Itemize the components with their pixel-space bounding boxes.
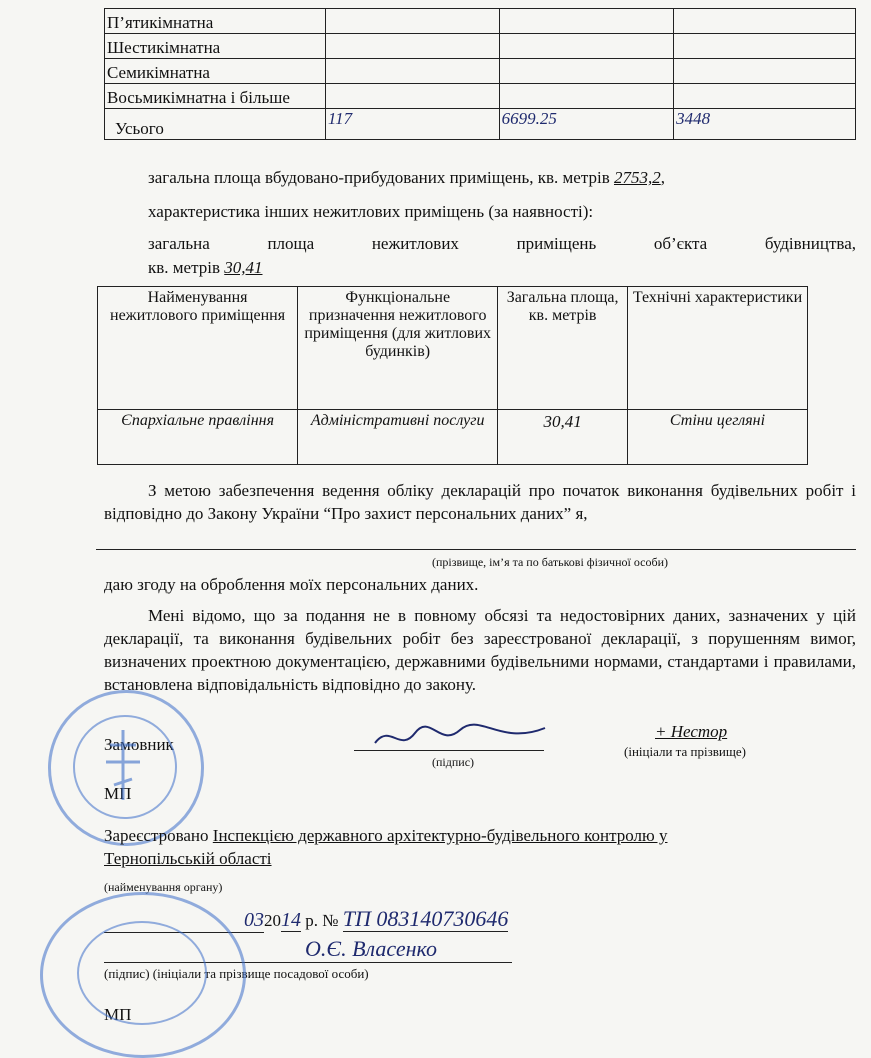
customer-label: Замовник (104, 735, 174, 754)
registration-date: 03 (104, 909, 264, 933)
cell-area: 30,41 (498, 410, 628, 465)
registration-date-line: 032014 р. № ТП 083140730646 (104, 906, 524, 933)
nonresidential-table (97, 286, 808, 465)
other-nonres-line: характеристика інших нежитлових приміщень (за наявності): (148, 202, 594, 221)
built-in-area-line: загальна площа вбудовано-прибудованих приміщень, кв. метрів 2753,2, (148, 168, 665, 187)
cell-purpose: Адміністративні послуги (298, 410, 498, 465)
registration-line2: Тернопільській області (104, 849, 272, 868)
consent-paragraph: З метою забезпечення ведення обліку декларацій про початок виконання будівельних робіт і відповідно до Закону України “Про захист персональних даних” я, (104, 481, 856, 523)
table-row (105, 84, 856, 109)
name-blank-line (96, 549, 856, 550)
nonres-area-value: 30,41 (224, 258, 263, 277)
nonres-area-line2: кв. метрів 30,41 (148, 258, 263, 277)
customer-name: + Нестор (655, 722, 728, 741)
church-stamp (48, 690, 204, 846)
organ-caption: (найменування органу) (104, 880, 223, 894)
table-row (98, 410, 808, 465)
built-in-area-value: 2753,2 (613, 168, 661, 187)
header-characteristics: Технічні характеристики (627, 287, 807, 410)
apartments-table (104, 8, 856, 140)
consent-agree: даю згоду на оброблення моїх персональних даних. (104, 575, 479, 594)
customer-name-caption: (ініціали та прізвище) (624, 744, 746, 759)
row-label: Восьмикімнатна і більше (105, 84, 326, 109)
total-label: Усього (105, 109, 326, 140)
signature-line (354, 750, 544, 751)
cell-characteristics: Стіни цегляні (627, 410, 807, 465)
registration-year: 14 (281, 909, 301, 931)
row-label: Шестикімнатна (105, 34, 326, 59)
header-purpose: Функціональне призначення нежитлового приміщення (для житлових будинків) (298, 287, 498, 410)
official-caption: (підпис) (ініціали та прізвище посадової особи) (104, 966, 369, 981)
name-caption: (прізвище, ім’я та по батькові фізичної особи) (432, 555, 668, 569)
registration-number: ТП 083140730646 (342, 906, 509, 931)
total-row (105, 109, 856, 140)
header-name: Найменування нежитлового приміщення (98, 287, 298, 410)
table-row (105, 34, 856, 59)
inspection-stamp (40, 892, 246, 1058)
row-label: Семикімнатна (105, 59, 326, 84)
cell-name: Єпархіальне правління (98, 410, 298, 465)
nonres-area-line1: загальна площа нежитлових приміщень об’єкта будівництва, (148, 234, 856, 253)
registration-seal-label: МП (104, 1005, 132, 1024)
registration-line1: Зареєстровано Інспекцією державного архітектурно-будівельного контролю у (104, 826, 668, 845)
table-row (105, 9, 856, 34)
total-living-area: 3448 (674, 109, 856, 140)
cross-icon (48, 690, 198, 840)
signature-caption: (підпис) (432, 755, 475, 769)
signature-icon (370, 718, 550, 758)
official-signature: О.Є. Власенко (305, 936, 438, 961)
total-area: 6699.25 (499, 109, 673, 140)
header-area: Загальна площа, кв. метрів (498, 287, 628, 410)
table-row (105, 59, 856, 84)
total-count: 117 (325, 109, 499, 140)
organ-name: Інспекцією державного архітектурно-будівельного контролю у (212, 826, 668, 845)
row-label: П’ятикімнатна (105, 9, 326, 34)
liability-paragraph: Мені відомо, що за подання не в повному обсязі та недостовірних даних, зазначених у цій декларації, та виконання будівельних робіт без зареєстрованої декларації, з порушенням вимог, визначених проектною документацією, державними будівельними нормами, стандартами і правилами, встановлена відповідальність відповідно до закону. (104, 606, 856, 694)
customer-seal-label: МП (104, 784, 132, 803)
